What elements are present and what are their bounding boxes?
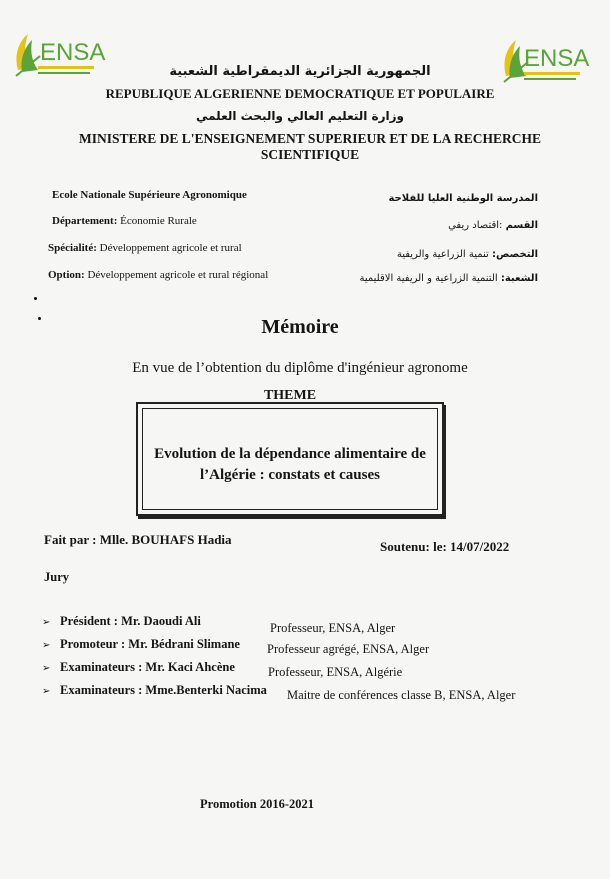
speciality-ar (397, 249, 538, 260)
theme-title-line2: l’Algérie : constats et causes (200, 467, 380, 483)
jury-label: Jury (44, 570, 69, 584)
jury-member (42, 683, 572, 702)
jury-member (42, 660, 562, 679)
option-value-ar: التنمية الزراعية و الريفية الاقليمية (359, 273, 498, 284)
jury-role: Président : Mr. Daoudi Ali (60, 614, 201, 628)
ensa-logo-left (10, 26, 106, 92)
jury-role: Examinateurs : Mr. Kaci Ahcène (60, 660, 235, 674)
school-name-arabic: المدرسة الوطنية العليا للفلاحة (388, 193, 538, 204)
republic-arabic: الجمهورية الجزائرية الديمقراطية الشعبية (169, 64, 431, 79)
theme-label: THEME (263, 388, 317, 403)
arrow-bullet-icon: ➢ (42, 617, 51, 628)
school-name: Ecole Nationale Supérieure Agronomique (52, 189, 247, 201)
theme-title-line1: Evolution de la dépendance alimentaire de (154, 446, 426, 462)
memoire-subtitle: En vue de l’obtention du diplôme d'ingénieur agronome (132, 360, 468, 376)
made-by: Fait par : Mlle. BOUHAFS Hadia (44, 532, 232, 547)
theme-title (138, 444, 442, 486)
theme-box (136, 402, 444, 516)
option-fr (48, 269, 268, 281)
defense-date: Soutenu: le: 14/07/2022 (380, 539, 510, 554)
ministry-arabic: وزارة التعليم العالي والبحث العلمي (195, 109, 405, 123)
department-value-ar: :اقتصاد ريفي (448, 220, 503, 231)
arrow-bullet-icon: ➢ (42, 663, 51, 674)
speck (34, 297, 37, 300)
svg-text:ENSA: ENSA (524, 45, 590, 72)
arrow-bullet-icon: ➢ (42, 640, 51, 651)
speciality-value: Développement agricole et rural (99, 242, 242, 254)
department-label: Département: (52, 215, 118, 227)
jury-title: Maitre de conférences classe B, ENSA, Alger (287, 688, 516, 702)
jury-member (42, 637, 562, 656)
ministry-french-line2: SCIENTIFIQUE (260, 147, 360, 162)
option-value: Développement agricole et rural régional (87, 269, 269, 281)
speciality-label: Spécialité: (48, 242, 97, 254)
jury-title: Professeur, ENSA, Alger (270, 621, 396, 635)
promotion: Promotion 2016-2021 (200, 797, 314, 811)
department-value: Économie Rurale (120, 215, 197, 227)
option-label-ar: الشعبة: (500, 273, 538, 284)
department-fr (52, 215, 197, 227)
memoire-title: Mémoire (261, 316, 339, 338)
ministry-french-line1: MINISTERE DE L'ENSEIGNEMENT SUPERIEUR ET DE LA RECHERCHE (79, 131, 541, 146)
speciality-value-ar: تنمية الزراعية والريفية (396, 249, 489, 260)
jury-title: Professeur agrégé, ENSA, Alger (267, 642, 430, 656)
option-ar (359, 273, 538, 284)
department-ar (448, 220, 538, 231)
arrow-bullet-icon: ➢ (42, 686, 51, 697)
ensa-logo-graphic (10, 26, 106, 92)
jury-role: Examinateurs : Mme.Benterki Nacima (60, 683, 267, 697)
jury-title: Professeur, ENSA, Algérie (268, 665, 403, 679)
department-label-ar: القسم (505, 220, 538, 231)
jury-member (42, 614, 562, 635)
jury-role: Promoteur : Mr. Bédrani Slimane (60, 637, 240, 651)
speciality-fr (48, 242, 242, 254)
option-label: Option: (48, 269, 85, 281)
svg-text:ENSA: ENSA (40, 39, 106, 66)
speciality-label-ar: التخصص: (492, 249, 538, 260)
republic-french: REPUBLIQUE ALGERIENNE DEMOCRATIQUE ET POPULAIRE (105, 86, 495, 101)
